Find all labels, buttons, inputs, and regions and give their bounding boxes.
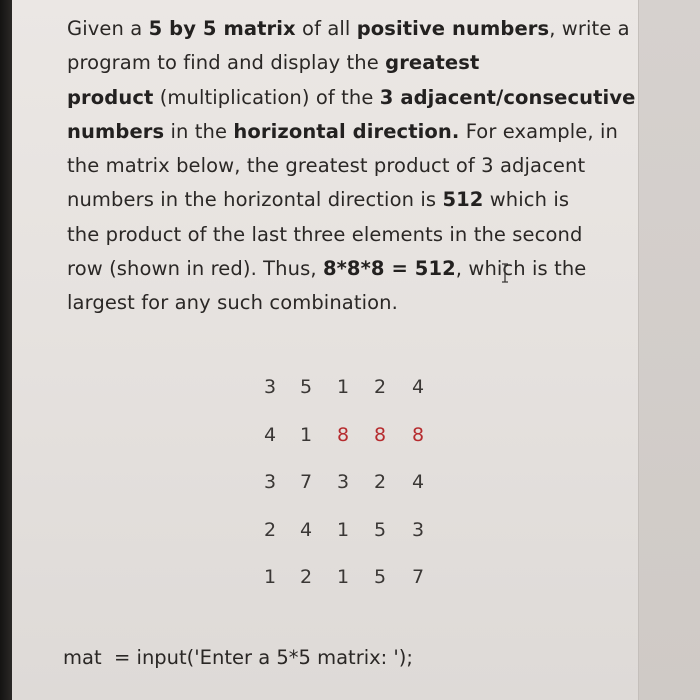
document-page: [12, 0, 638, 700]
matrix-cell: 2: [373, 376, 387, 398]
problem-line: [67, 183, 633, 217]
matrix-cell: 4: [411, 471, 425, 493]
text-segment: (multiplication) of the: [153, 85, 380, 109]
photo-left-edge: [0, 0, 12, 700]
bold-text: greatest: [385, 51, 480, 75]
scrollbar-divider: [638, 0, 639, 700]
bold-text: product: [67, 85, 154, 109]
problem-line: [67, 218, 633, 252]
bold-text: 5 by 5 matrix: [148, 17, 296, 40]
matrix-cell: 7: [411, 566, 425, 588]
text-segment: in the: [164, 119, 234, 143]
problem-line: [67, 149, 633, 183]
matrix-cell-highlighted: 8: [373, 423, 387, 446]
matrix-cell: 4: [299, 518, 313, 541]
bold-text: numbers: [67, 119, 165, 143]
text-segment: For example, in: [459, 119, 618, 143]
problem-line: [67, 286, 633, 320]
matrix-cell: 4: [263, 423, 277, 446]
matrix-cell: 1: [336, 566, 350, 588]
problem-line: [67, 46, 633, 80]
text-segment: program to find and display the: [67, 51, 386, 75]
matrix-cell: 1: [299, 423, 313, 446]
bold-text: positive numbers: [356, 17, 550, 40]
bold-text: horizontal direction.: [233, 119, 460, 143]
problem-line: [67, 115, 633, 149]
problem-statement: [67, 12, 636, 321]
scrollbar-track[interactable]: [638, 0, 700, 700]
text-segment: , write a: [549, 17, 630, 40]
text-segment: numbers in the horizontal direction is: [67, 188, 443, 212]
problem-line: [67, 12, 633, 46]
matrix-cell: 3: [411, 518, 425, 541]
text-segment: largest for any such combination.: [67, 291, 398, 315]
bold-text: 512: [442, 188, 484, 212]
matrix-cell: 7: [299, 471, 313, 493]
matrix-cell-highlighted: 8: [411, 423, 425, 446]
matrix-cell: 5: [373, 566, 387, 588]
matrix-cell: 3: [336, 471, 350, 493]
problem-line: [67, 81, 636, 115]
text-segment: Given a: [67, 17, 149, 40]
matrix-cell: 1: [263, 566, 277, 588]
bold-text: 3 adjacent/consecutive: [379, 85, 636, 109]
text-segment: of all: [295, 17, 357, 40]
matrix-cell: 2: [373, 471, 387, 493]
matrix-cell: 1: [336, 376, 350, 398]
problem-line: [67, 252, 633, 286]
text-segment: row (shown in red). Thus,: [67, 257, 323, 281]
matrix-cell: 2: [263, 518, 277, 541]
matrix-cell: 4: [411, 376, 425, 398]
matrix-cell: 2: [299, 566, 313, 588]
code-line: mat = input('Enter a 5*5 matrix: ');: [63, 646, 413, 669]
text-segment: the matrix below, the greatest product of 3 adjacent: [67, 154, 586, 178]
bold-text: 8*8*8 = 512: [322, 257, 456, 281]
text-segment: the product of the last three elements in the second: [67, 222, 583, 246]
matrix-cell: 3: [263, 376, 277, 398]
text-segment: which is: [483, 188, 570, 212]
text-segment: , which is the: [455, 257, 587, 281]
text-cursor-icon: [500, 263, 510, 283]
matrix-cell: 1: [336, 518, 350, 541]
matrix-cell: 5: [299, 376, 313, 398]
matrix-cell: 5: [373, 518, 387, 541]
matrix-cell-highlighted: 8: [336, 423, 350, 446]
matrix-cell: 3: [263, 471, 277, 493]
